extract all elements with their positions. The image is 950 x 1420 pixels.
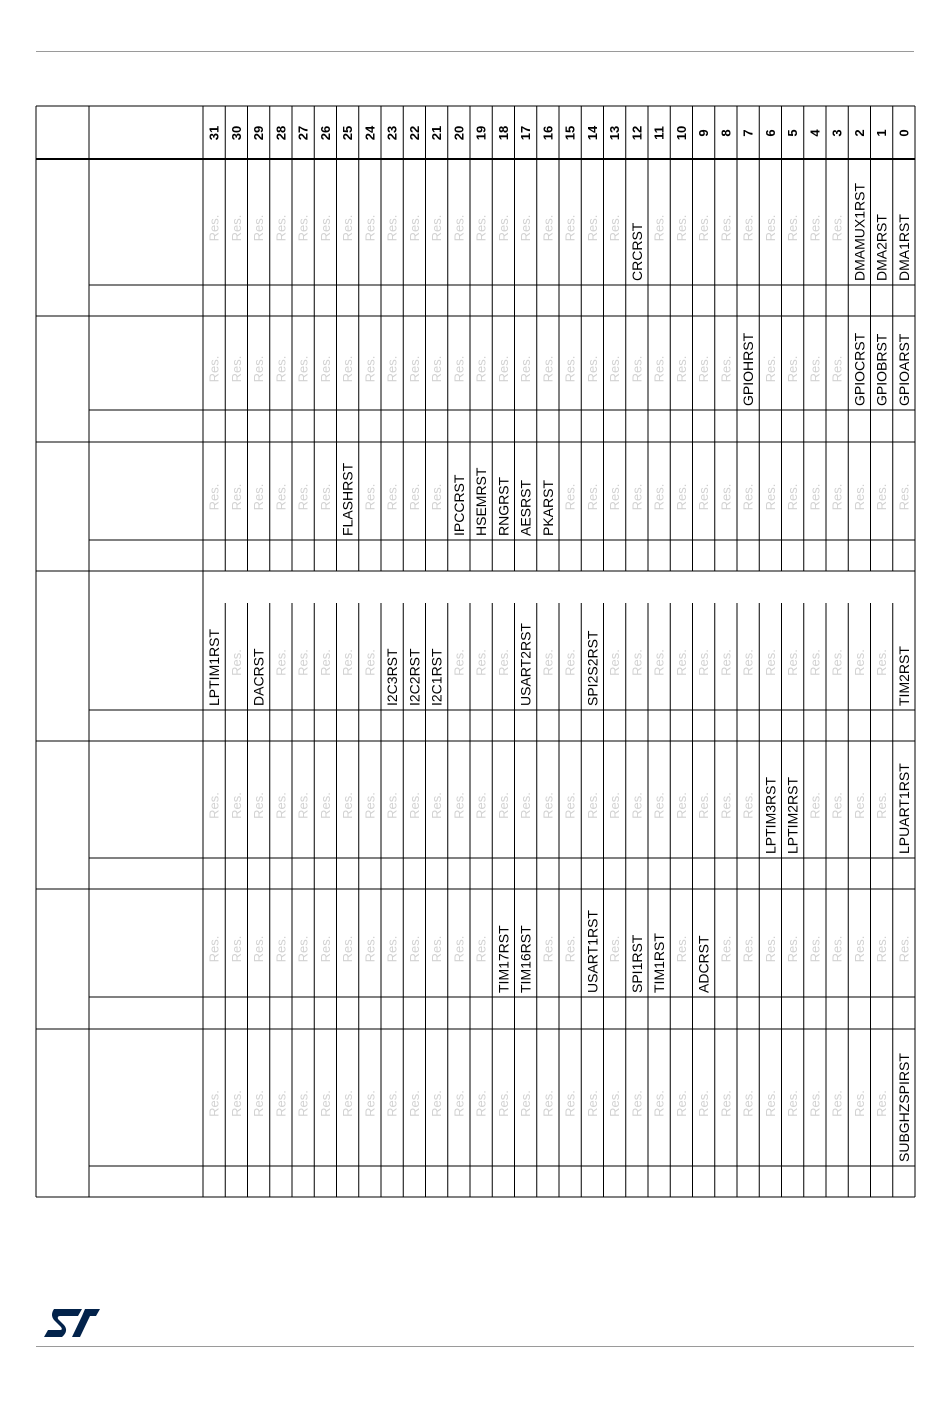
reserved-bit-label: Res. bbox=[762, 355, 778, 383]
reserved-bit-label: Res. bbox=[851, 792, 867, 819]
reserved-bit-label: Res. bbox=[429, 214, 445, 242]
reserved-bit-label: Res. bbox=[384, 214, 400, 242]
reserved-bit-label: Res. bbox=[228, 1090, 244, 1117]
bit-number-11: 11 bbox=[651, 126, 667, 140]
reserved-bit-label: Res. bbox=[384, 1090, 400, 1117]
field-gpiobrst: GPIOBRST bbox=[873, 333, 890, 406]
reserved-bit-label: Res. bbox=[829, 483, 845, 511]
reserved-bit-label: Res. bbox=[251, 483, 267, 511]
field-dacrst: DACRST bbox=[250, 648, 267, 706]
reserved-bit-label: Res. bbox=[518, 214, 534, 242]
reserved-bit-label: Res. bbox=[785, 1090, 801, 1117]
reserved-bit-label: Res. bbox=[429, 935, 445, 963]
reserved-bit-label: Res. bbox=[295, 214, 311, 242]
bit-number-6: 6 bbox=[762, 129, 778, 137]
reserved-bit-label: Res. bbox=[673, 214, 689, 242]
bit-number-18: 18 bbox=[495, 125, 511, 141]
reserved-bit-label: Res. bbox=[785, 483, 801, 511]
reserved-bit-label: Res. bbox=[673, 935, 689, 963]
reserved-bit-label: Res. bbox=[562, 483, 578, 511]
reserved-bit-label: Res. bbox=[429, 1090, 445, 1117]
bit-number-28: 28 bbox=[273, 125, 289, 141]
reserved-bit-label: Res. bbox=[629, 355, 645, 383]
reserved-bit-label: Res. bbox=[651, 649, 667, 676]
reserved-bit-label: Res. bbox=[518, 792, 534, 819]
reserved-bit-label: Res. bbox=[317, 935, 333, 963]
bit-number-27: 27 bbox=[295, 125, 311, 141]
field-pkarst: PKARST bbox=[539, 479, 556, 536]
reserved-bit-label: Res. bbox=[251, 214, 267, 242]
field-i2c3rst: I2C3RST bbox=[384, 648, 401, 706]
reserved-bit-label: Res. bbox=[295, 935, 311, 963]
reserved-bit-label: Res. bbox=[406, 792, 422, 819]
reserved-bit-label: Res. bbox=[362, 1090, 378, 1117]
reserved-bit-label: Res. bbox=[273, 1090, 289, 1117]
reserved-bit-label: Res. bbox=[273, 935, 289, 963]
field-subghzspirst: SUBGHZSPIRST bbox=[895, 1053, 912, 1162]
reserved-bit-label: Res. bbox=[762, 1090, 778, 1117]
field-i2c2rst: I2C2RST bbox=[406, 648, 423, 706]
bit-number-24: 24 bbox=[362, 125, 378, 141]
field-gpiohrst: GPIOHRST bbox=[740, 332, 757, 406]
field-lptim2rst: LPTIM2RST bbox=[784, 776, 801, 854]
field-dma1rst: DMA1RST bbox=[895, 214, 912, 281]
reserved-bit-label: Res. bbox=[874, 649, 890, 676]
reserved-bit-label: Res. bbox=[696, 355, 712, 383]
reserved-bit-label: Res. bbox=[696, 649, 712, 676]
reserved-bit-label: Res. bbox=[384, 355, 400, 383]
reserved-bit-label: Res. bbox=[562, 355, 578, 383]
reserved-bit-label: Res. bbox=[495, 355, 511, 383]
reserved-bit-label: Res. bbox=[406, 935, 422, 963]
reserved-bit-label: Res. bbox=[540, 935, 556, 963]
reserved-bit-label: Res. bbox=[718, 214, 734, 242]
bit-number-26: 26 bbox=[317, 125, 333, 141]
bit-number-0: 0 bbox=[896, 129, 912, 137]
reserved-bit-label: Res. bbox=[384, 935, 400, 963]
bit-number-17: 17 bbox=[518, 125, 534, 141]
reserved-bit-label: Res. bbox=[451, 792, 467, 819]
reserved-bit-label: Res. bbox=[251, 355, 267, 383]
reserved-bit-label: Res. bbox=[473, 792, 489, 819]
reserved-bit-label: Res. bbox=[851, 1090, 867, 1117]
reserved-bit-label: Res. bbox=[629, 649, 645, 676]
reserved-bit-label: Res. bbox=[718, 935, 734, 963]
st-logo-icon bbox=[42, 1305, 102, 1341]
reserved-bit-label: Res. bbox=[762, 483, 778, 511]
reserved-bit-label: Res. bbox=[696, 792, 712, 819]
reserved-bit-label: Res. bbox=[317, 649, 333, 676]
bit-number-3: 3 bbox=[829, 129, 845, 137]
reserved-bit-label: Res. bbox=[340, 649, 356, 676]
bit-number-4: 4 bbox=[807, 129, 823, 137]
reserved-bit-label: Res. bbox=[429, 355, 445, 383]
reserved-bit-label: Res. bbox=[362, 649, 378, 676]
reserved-bit-label: Res. bbox=[362, 935, 378, 963]
bit-number-13: 13 bbox=[607, 125, 623, 141]
reserved-bit-label: Res. bbox=[807, 649, 823, 676]
bit-number-1: 1 bbox=[874, 129, 890, 137]
reserved-bit-label: Res. bbox=[451, 1090, 467, 1117]
reserved-bit-label: Res. bbox=[874, 935, 890, 963]
reserved-bit-label: Res. bbox=[340, 214, 356, 242]
reserved-bit-label: Res. bbox=[607, 792, 623, 819]
reserved-bit-label: Res. bbox=[362, 214, 378, 242]
bit-number-5: 5 bbox=[785, 129, 801, 137]
reserved-bit-label: Res. bbox=[807, 214, 823, 242]
reserved-bit-label: Res. bbox=[406, 483, 422, 511]
reserved-bit-label: Res. bbox=[584, 355, 600, 383]
reserved-bit-label: Res. bbox=[740, 483, 756, 511]
reserved-bit-label: Res. bbox=[607, 483, 623, 511]
reserved-bit-label: Res. bbox=[251, 792, 267, 819]
reserved-bit-label: Res. bbox=[651, 214, 667, 242]
reserved-bit-label: Res. bbox=[384, 483, 400, 511]
reserved-bit-label: Res. bbox=[473, 214, 489, 242]
reserved-bit-label: Res. bbox=[540, 355, 556, 383]
reserved-bit-label: Res. bbox=[607, 355, 623, 383]
reserved-bit-label: Res. bbox=[740, 1090, 756, 1117]
bit-number-9: 9 bbox=[696, 129, 712, 137]
reserved-bit-label: Res. bbox=[473, 935, 489, 963]
reserved-bit-label: Res. bbox=[851, 935, 867, 963]
reserved-bit-label: Res. bbox=[406, 355, 422, 383]
bit-number-20: 20 bbox=[451, 125, 467, 141]
reserved-bit-label: Res. bbox=[740, 649, 756, 676]
reserved-bit-label: Res. bbox=[295, 792, 311, 819]
reserved-bit-label: Res. bbox=[406, 1090, 422, 1117]
field-ipccrst: IPCCRST bbox=[450, 474, 467, 536]
reserved-bit-label: Res. bbox=[206, 1090, 222, 1117]
reserved-bit-label: Res. bbox=[295, 355, 311, 383]
reserved-bit-label: Res. bbox=[295, 649, 311, 676]
reserved-bit-label: Res. bbox=[785, 214, 801, 242]
reserved-bit-label: Res. bbox=[228, 935, 244, 963]
reserved-bit-label: Res. bbox=[785, 935, 801, 963]
field-lptim1rst: LPTIM1RST bbox=[206, 628, 223, 706]
reserved-bit-label: Res. bbox=[607, 214, 623, 242]
reserved-bit-label: Res. bbox=[251, 935, 267, 963]
reserved-bit-label: Res. bbox=[362, 355, 378, 383]
reserved-bit-label: Res. bbox=[584, 214, 600, 242]
field-usart2rst: USART2RST bbox=[517, 623, 534, 706]
reserved-bit-label: Res. bbox=[473, 1090, 489, 1117]
reserved-bit-label: Res. bbox=[273, 214, 289, 242]
reserved-bit-label: Res. bbox=[451, 214, 467, 242]
bit-number-8: 8 bbox=[718, 129, 734, 137]
reserved-bit-label: Res. bbox=[718, 483, 734, 511]
bit-number-31: 31 bbox=[206, 125, 222, 141]
reserved-bit-label: Res. bbox=[362, 792, 378, 819]
reserved-bit-label: Res. bbox=[651, 483, 667, 511]
field-i2c1rst: I2C1RST bbox=[428, 648, 445, 706]
reserved-bit-label: Res. bbox=[829, 214, 845, 242]
reserved-bit-label: Res. bbox=[562, 935, 578, 963]
reserved-bit-label: Res. bbox=[228, 649, 244, 676]
reserved-bit-label: Res. bbox=[607, 1090, 623, 1117]
reserved-bit-label: Res. bbox=[607, 935, 623, 963]
reserved-bit-label: Res. bbox=[384, 792, 400, 819]
reserved-bit-label: Res. bbox=[473, 355, 489, 383]
field-spi2s2rst: SPI2S2RST bbox=[584, 630, 601, 706]
reserved-bit-label: Res. bbox=[874, 483, 890, 511]
bit-number-19: 19 bbox=[473, 125, 489, 141]
reserved-bit-label: Res. bbox=[807, 935, 823, 963]
reserved-bit-label: Res. bbox=[584, 792, 600, 819]
bit-number-22: 22 bbox=[406, 125, 422, 141]
reserved-bit-label: Res. bbox=[829, 355, 845, 383]
reserved-bit-label: Res. bbox=[295, 1090, 311, 1117]
reserved-bit-label: Res. bbox=[807, 792, 823, 819]
reserved-bit-label: Res. bbox=[228, 792, 244, 819]
field-tim16rst: TIM16RST bbox=[517, 925, 534, 993]
reserved-bit-label: Res. bbox=[429, 792, 445, 819]
reserved-bit-label: Res. bbox=[673, 649, 689, 676]
reserved-bit-label: Res. bbox=[696, 214, 712, 242]
reserved-bit-label: Res. bbox=[228, 355, 244, 383]
bit-number-15: 15 bbox=[562, 125, 578, 141]
field-dmamux1rst: DMAMUX1RST bbox=[851, 182, 868, 281]
reserved-bit-label: Res. bbox=[228, 483, 244, 511]
reserved-bit-label: Res. bbox=[340, 355, 356, 383]
field-crcrst: CRCRST bbox=[628, 222, 645, 281]
reserved-bit-label: Res. bbox=[451, 355, 467, 383]
reserved-bit-label: Res. bbox=[495, 649, 511, 676]
field-dma2rst: DMA2RST bbox=[873, 214, 890, 281]
reserved-bit-label: Res. bbox=[518, 1090, 534, 1117]
reserved-bit-label: Res. bbox=[495, 792, 511, 819]
reserved-bit-label: Res. bbox=[317, 1090, 333, 1117]
reserved-bit-label: Res. bbox=[473, 649, 489, 676]
reserved-bit-label: Res. bbox=[785, 649, 801, 676]
bit-number-7: 7 bbox=[740, 129, 756, 137]
reserved-bit-label: Res. bbox=[273, 483, 289, 511]
reserved-bit-label: Res. bbox=[518, 355, 534, 383]
field-rngrst: RNGRST bbox=[495, 476, 512, 536]
reserved-bit-label: Res. bbox=[762, 214, 778, 242]
bit-number-14: 14 bbox=[584, 125, 600, 141]
reserved-bit-label: Res. bbox=[829, 649, 845, 676]
reserved-bit-label: Res. bbox=[651, 792, 667, 819]
reserved-bit-label: Res. bbox=[495, 214, 511, 242]
reserved-bit-label: Res. bbox=[785, 355, 801, 383]
reserved-bit-label: Res. bbox=[340, 792, 356, 819]
field-flashrst: FLASHRST bbox=[339, 462, 356, 536]
reserved-bit-label: Res. bbox=[896, 935, 912, 963]
reserved-bit-label: Res. bbox=[718, 649, 734, 676]
reserved-bit-label: Res. bbox=[495, 1090, 511, 1117]
bit-number-30: 30 bbox=[228, 125, 244, 141]
bit-number-21: 21 bbox=[429, 125, 445, 141]
reserved-bit-label: Res. bbox=[451, 935, 467, 963]
reserved-bit-label: Res. bbox=[807, 1090, 823, 1117]
reserved-bit-label: Res. bbox=[451, 649, 467, 676]
field-gpiocrst: GPIOCRST bbox=[851, 332, 868, 406]
reserved-bit-label: Res. bbox=[629, 792, 645, 819]
reserved-bit-label: Res. bbox=[851, 649, 867, 676]
reserved-bit-label: Res. bbox=[807, 483, 823, 511]
field-spi1rst: SPI1RST bbox=[628, 934, 645, 993]
reserved-bit-label: Res. bbox=[206, 935, 222, 963]
bit-number-23: 23 bbox=[384, 125, 400, 141]
reserved-bit-label: Res. bbox=[340, 935, 356, 963]
reserved-bit-label: Res. bbox=[696, 1090, 712, 1117]
reserved-bit-label: Res. bbox=[429, 483, 445, 511]
bit-number-29: 29 bbox=[251, 125, 267, 141]
reserved-bit-label: Res. bbox=[540, 1090, 556, 1117]
reserved-bit-label: Res. bbox=[651, 355, 667, 383]
reserved-bit-label: Res. bbox=[317, 483, 333, 511]
reserved-bit-label: Res. bbox=[251, 1090, 267, 1117]
reserved-bit-label: Res. bbox=[740, 214, 756, 242]
bit-number-25: 25 bbox=[340, 125, 356, 141]
reserved-bit-label: Res. bbox=[206, 214, 222, 242]
reserved-bit-label: Res. bbox=[718, 792, 734, 819]
footer-rule bbox=[36, 1346, 914, 1347]
reserved-bit-label: Res. bbox=[562, 1090, 578, 1117]
bit-number-10: 10 bbox=[673, 125, 689, 141]
reserved-bit-label: Res. bbox=[673, 1090, 689, 1117]
reserved-bit-label: Res. bbox=[295, 483, 311, 511]
reserved-bit-label: Res. bbox=[673, 355, 689, 383]
reserved-bit-label: Res. bbox=[362, 483, 378, 511]
reserved-bit-label: Res. bbox=[740, 792, 756, 819]
reserved-bit-label: Res. bbox=[273, 355, 289, 383]
reserved-bit-label: Res. bbox=[651, 1090, 667, 1117]
reserved-bit-label: Res. bbox=[340, 1090, 356, 1117]
reserved-bit-label: Res. bbox=[874, 1090, 890, 1117]
field-tim1rst: TIM1RST bbox=[651, 933, 668, 993]
reserved-bit-label: Res. bbox=[696, 483, 712, 511]
reserved-bit-label: Res. bbox=[718, 355, 734, 383]
reserved-bit-label: Res. bbox=[629, 1090, 645, 1117]
reserved-bit-label: Res. bbox=[273, 792, 289, 819]
reserved-bit-label: Res. bbox=[584, 1090, 600, 1117]
field-lpuart1rst: LPUART1RST bbox=[895, 763, 912, 854]
reserved-bit-label: Res. bbox=[673, 483, 689, 511]
field-aesrst: AESRST bbox=[517, 479, 534, 536]
reserved-bit-label: Res. bbox=[406, 214, 422, 242]
field-hsemrst: HSEMRST bbox=[473, 467, 490, 536]
reserved-bit-label: Res. bbox=[584, 483, 600, 511]
reserved-bit-label: Res. bbox=[317, 214, 333, 242]
field-adcrst: ADCRST bbox=[695, 935, 712, 993]
reserved-bit-label: Res. bbox=[206, 355, 222, 383]
field-tim2rst: TIM2RST bbox=[895, 646, 912, 706]
reserved-bit-label: Res. bbox=[829, 1090, 845, 1117]
reserved-bit-label: Res. bbox=[896, 483, 912, 511]
bit-number-12: 12 bbox=[629, 125, 645, 141]
reserved-bit-label: Res. bbox=[540, 792, 556, 819]
reserved-bit-label: Res. bbox=[607, 649, 623, 676]
reserved-bit-label: Res. bbox=[673, 792, 689, 819]
field-lptim3rst: LPTIM3RST bbox=[762, 776, 779, 854]
reserved-bit-label: Res. bbox=[317, 355, 333, 383]
bit-number-16: 16 bbox=[540, 125, 556, 141]
reserved-bit-label: Res. bbox=[874, 792, 890, 819]
field-gpioarst: GPIOARST bbox=[895, 333, 912, 406]
reserved-bit-label: Res. bbox=[807, 355, 823, 383]
reserved-bit-label: Res. bbox=[317, 792, 333, 819]
reserved-bit-label: Res. bbox=[562, 649, 578, 676]
reserved-bit-label: Res. bbox=[829, 792, 845, 819]
reserved-bit-label: Res. bbox=[829, 935, 845, 963]
field-usart1rst: USART1RST bbox=[584, 910, 601, 993]
reserved-bit-label: Res. bbox=[273, 649, 289, 676]
reserved-bit-label: Res. bbox=[629, 483, 645, 511]
reserved-bit-label: Res. bbox=[718, 1090, 734, 1117]
reserved-bit-label: Res. bbox=[762, 649, 778, 676]
reserved-bit-label: Res. bbox=[540, 649, 556, 676]
reserved-bit-label: Res. bbox=[562, 214, 578, 242]
reserved-bit-label: Res. bbox=[206, 792, 222, 819]
reserved-bit-label: Res. bbox=[762, 935, 778, 963]
bit-number-2: 2 bbox=[851, 129, 867, 137]
reserved-bit-label: Res. bbox=[228, 214, 244, 242]
reserved-bit-label: Res. bbox=[540, 214, 556, 242]
reserved-bit-label: Res. bbox=[740, 935, 756, 963]
field-tim17rst: TIM17RST bbox=[495, 925, 512, 993]
reserved-bit-label: Res. bbox=[851, 483, 867, 511]
reserved-bit-label: Res. bbox=[562, 792, 578, 819]
reserved-bit-label: Res. bbox=[206, 483, 222, 511]
